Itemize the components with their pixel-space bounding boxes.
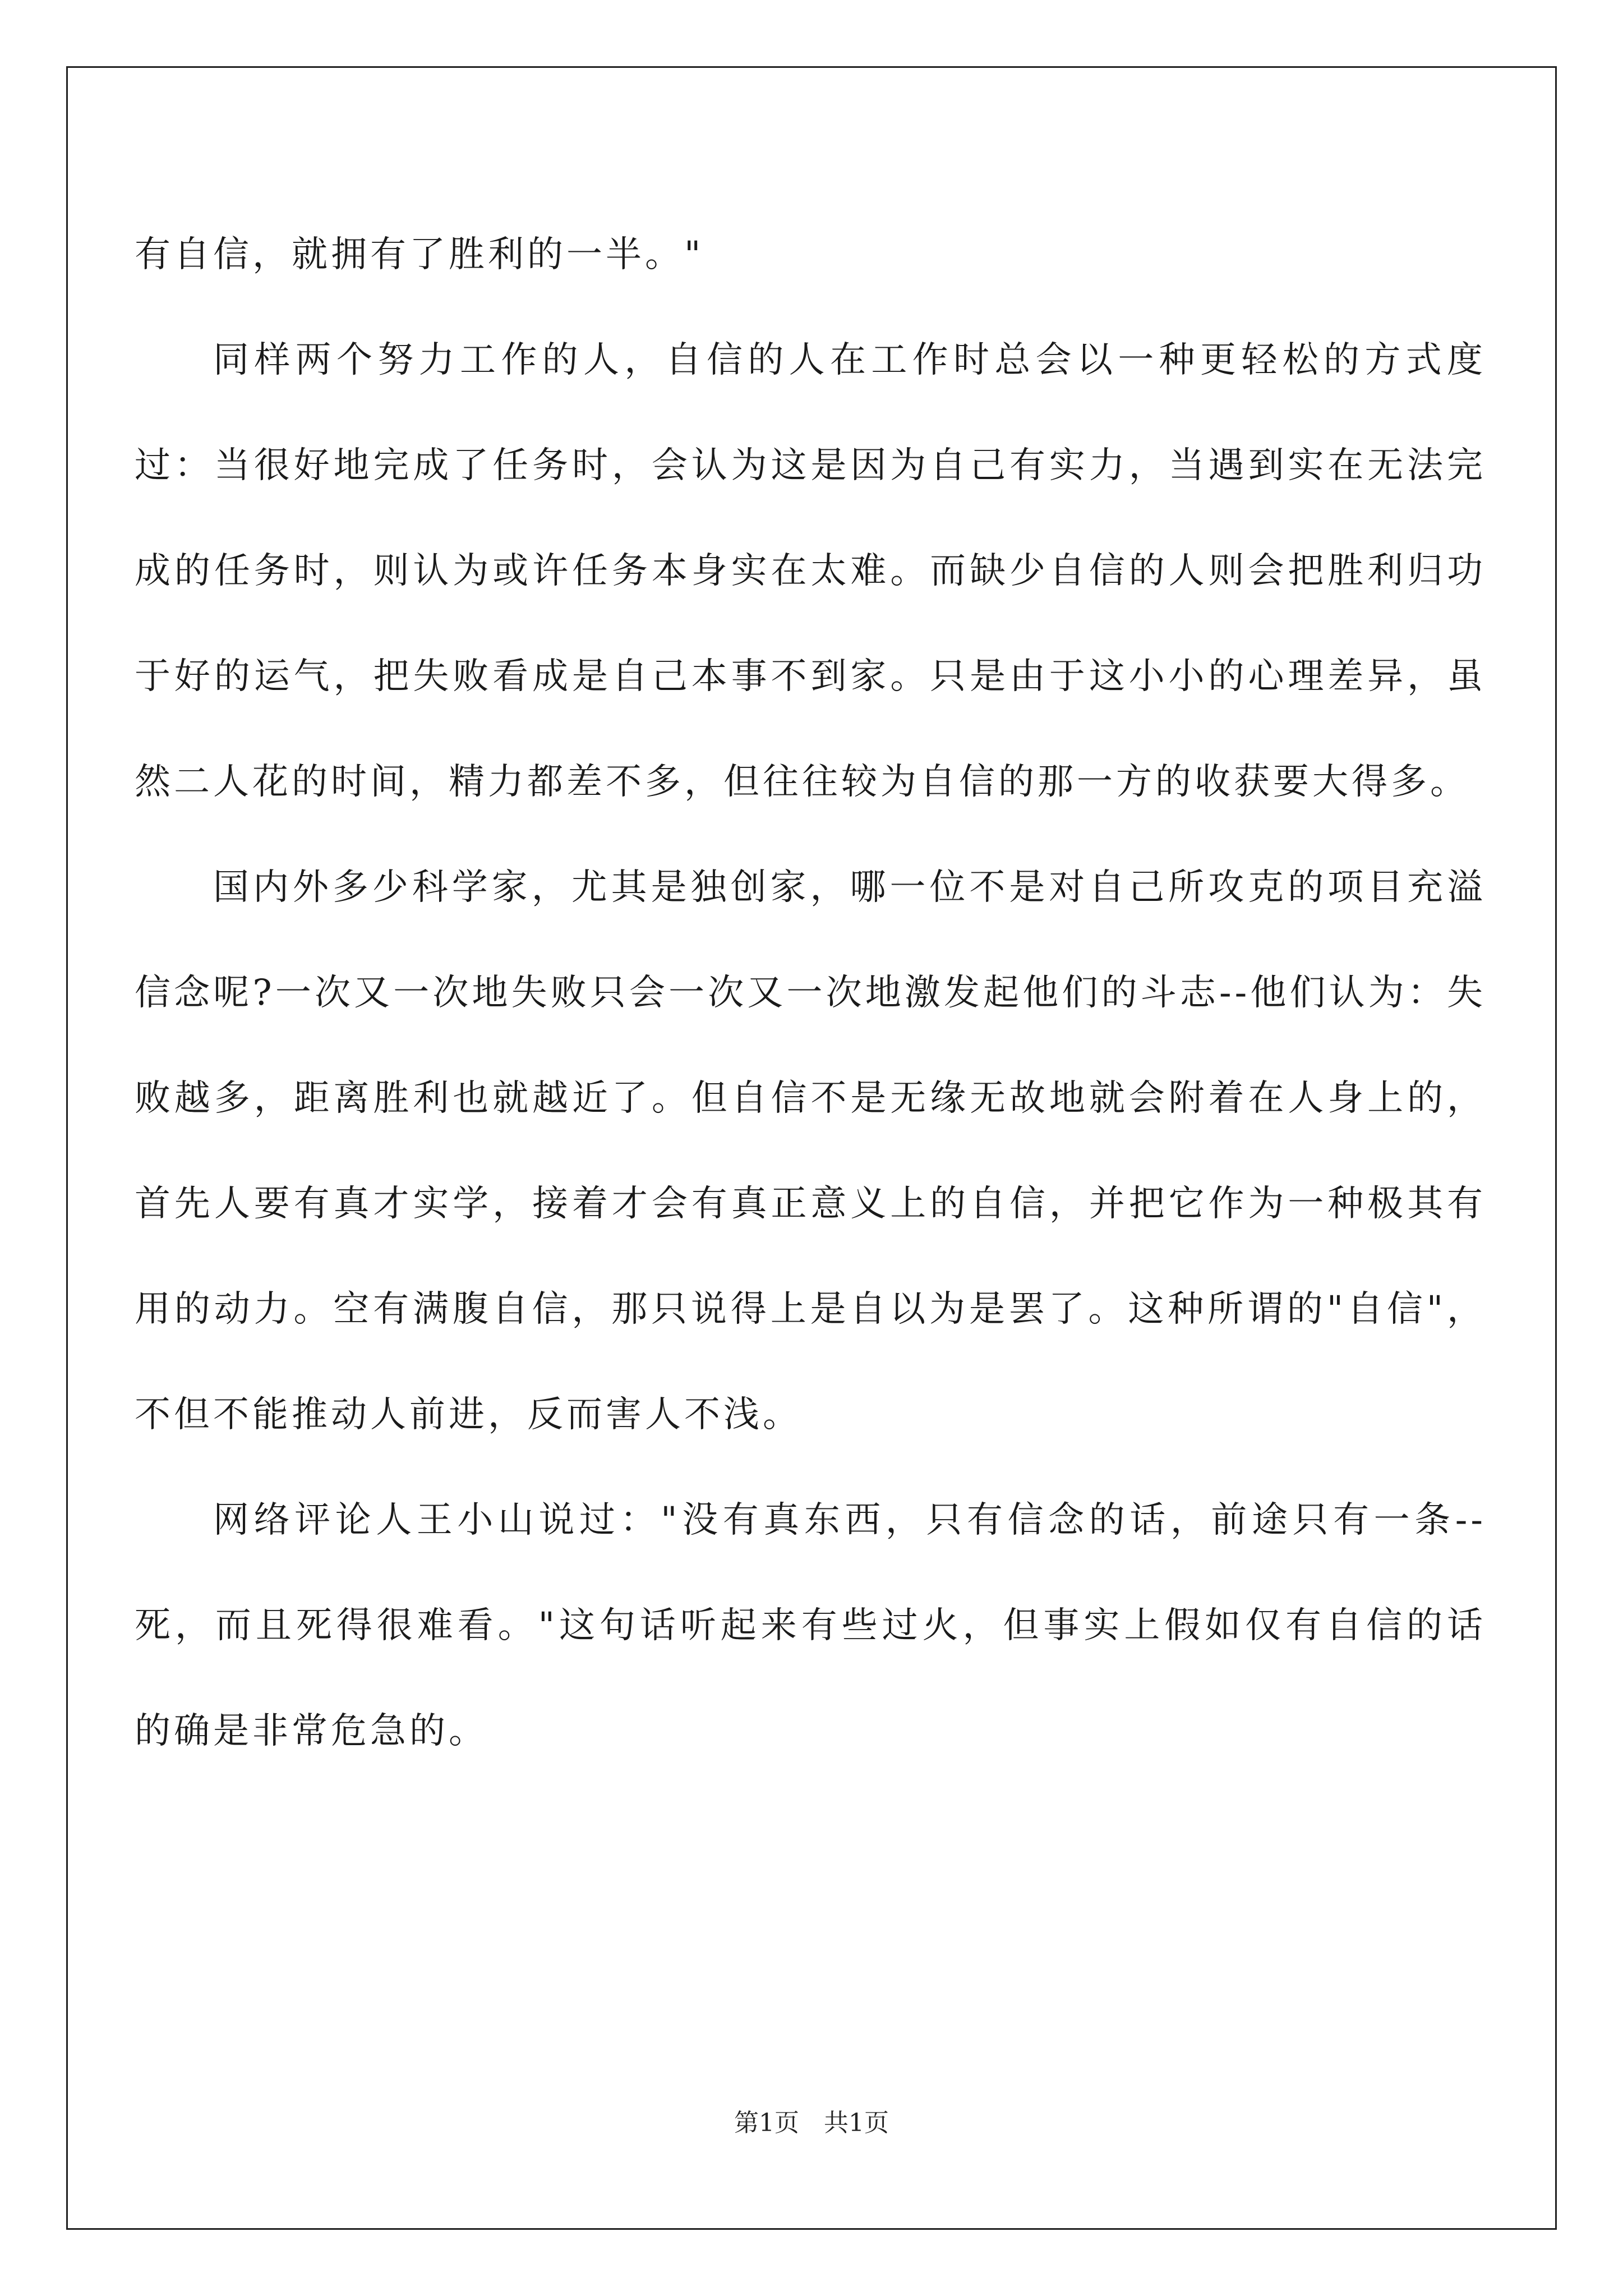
paragraph-2: 同样两个努力工作的人，自信的人在工作时总会以一种更轻松的方式度过：当很好地完成了任务时，会认为这是因为自己有实力，当遇到实在无法完成的任务时，则认为或许任务本身实在太难。而缺少自信的人则会把胜利归功于好的运气，把失败看成是自己本事不到家。只是由于这小小的心理差异，虽然二人花的时间，精力都差不多，但往往较为自信的那一方的收获要大得多。 bbox=[135, 339, 1486, 803]
page-number: 第1页 共1页 bbox=[734, 2109, 889, 2137]
paragraph-1: 有自信，就拥有了胜利的一半。" bbox=[135, 234, 704, 275]
paragraph-3: 国内外多少科学家，尤其是独创家，哪一位不是对自己所攻克的项目充溢信念呢?一次又一次地失败只会一次又一次地激发起他们的斗志--他们认为：失败越多，距离胜利也就越近了。但自信不是无缘无故地就会附着在人身上的，首先人要有真才实学，接着才会有真正意义上的自信，并把它作为一种极其有用的动力。空有满腹自信，那只说得上是自以为是罢了。这种所谓的"自信"，不但不能推动人前进，反而害人不浅。 bbox=[135, 867, 1486, 1435]
paragraph-4: 网络评论人王小山说过："没有真东西，只有信念的话，前途只有一条--死，而且死得很难看。"这句话听起来有些过火，但事实上假如仅有自信的话的确是非常危急的。 bbox=[135, 1499, 1486, 1752]
document-body bbox=[135, 202, 1486, 1784]
page-footer bbox=[0, 2106, 1623, 2140]
